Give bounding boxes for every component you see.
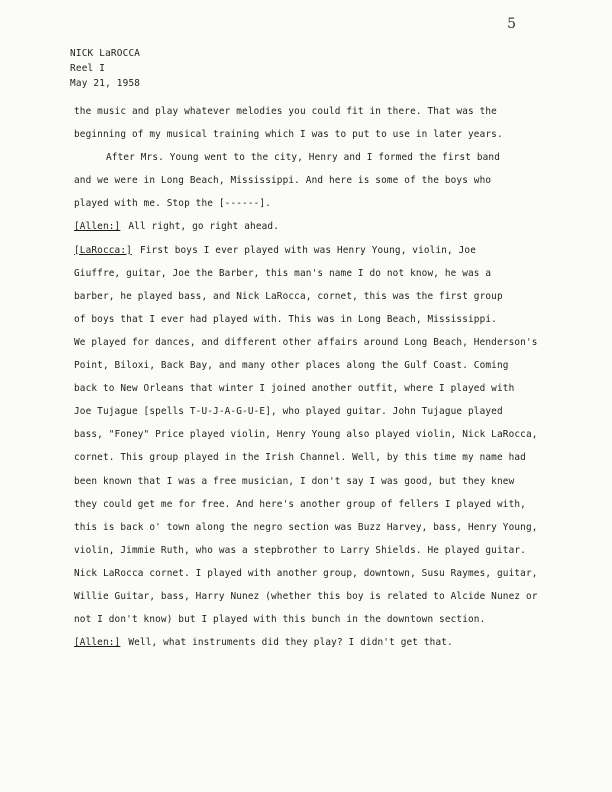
line-text: We played for dances, and different other affairs around Long Beach, Henderson's: [74, 336, 538, 348]
transcript-line: [74, 152, 594, 175]
transcript-line: [74, 568, 594, 591]
line-text: Willie Guitar, bass, Harry Nunez (whether this boy is related to Alcide Nunez or: [74, 590, 538, 602]
transcript-line: [74, 198, 594, 221]
line-text: After Mrs. Young went to the city, Henry and I formed the first band: [106, 152, 501, 164]
page-number: 5: [507, 16, 516, 32]
line-text: back to New Orleans that winter I joined another outfit, where I played with: [74, 383, 515, 395]
line-text: not I don't know) but I played with this bunch in the downtown section.: [74, 614, 486, 626]
speaker-label: [Allen:]: [74, 637, 121, 649]
line-text: beginning of my musical training which I was to put to use in later years.: [74, 129, 503, 141]
transcript-line: [74, 268, 594, 291]
speaker-label: [LaRocca:]: [74, 244, 132, 256]
line-text: First boys I ever played with was Henry Young, violin, Joe: [139, 244, 477, 256]
transcript-line: [74, 314, 594, 337]
line-text: played with me. Stop the [------].: [74, 198, 272, 210]
line-text: Well, what instruments did they play? I didn't get that.: [128, 637, 453, 649]
interviewee-name: NICK LaROCCA: [70, 48, 141, 59]
transcript-line: [74, 175, 594, 198]
transcript-line: [74, 614, 594, 637]
line-text: they could get me for free. And here's another group of fellers I played with,: [74, 498, 526, 510]
line-text: been known that I was a free musician, I don't say I was good, but they knew: [74, 475, 515, 487]
line-text: barber, he played bass, and Nick LaRocca, cornet, this was the first group: [74, 290, 503, 302]
transcript-line: [74, 245, 594, 268]
transcript-line: [74, 452, 594, 475]
line-text: and we were in Long Beach, Mississippi. And here is some of the boys who: [74, 175, 492, 187]
transcript-line: [74, 360, 594, 383]
line-text: bass, "Foney" Price played violin, Henry Young also played violin, Nick LaRocca,: [74, 429, 538, 441]
line-text: Nick LaRocca cornet. I played with another group, downtown, Susu Raymes, guitar,: [74, 567, 538, 579]
interview-date: May 21, 1958: [70, 78, 141, 89]
transcript-line: [74, 591, 594, 614]
transcript-line: [74, 476, 594, 499]
transcript-body: [74, 106, 594, 660]
line-text: of boys that I ever had played with. This was in Long Beach, Mississippi.: [74, 313, 497, 325]
transcript-line: [74, 637, 594, 660]
line-text: Joe Tujague [spells T-U-J-A-G-U-E], who played guitar. John Tujague played: [74, 406, 503, 418]
transcript-line: [74, 545, 594, 568]
line-text: Point, Biloxi, Back Bay, and many other places along the Gulf Coast. Coming: [74, 360, 509, 372]
transcript-line: [74, 429, 594, 452]
transcript-line: [74, 221, 594, 244]
reel-label: Reel I: [70, 63, 106, 74]
line-text: the music and play whatever melodies you could fit in there. That was the: [74, 106, 497, 117]
speaker-label: [Allen:]: [74, 221, 121, 233]
transcript-line: [74, 337, 594, 360]
transcript-line: [74, 406, 594, 429]
transcript-line: [74, 522, 594, 545]
line-text: Giuffre, guitar, Joe the Barber, this man's name I do not know, he was a: [74, 267, 492, 279]
line-text: cornet. This group played in the Irish Channel. Well, by this time my name had: [74, 452, 526, 464]
transcript-line: [74, 291, 594, 314]
transcript-line: [74, 499, 594, 522]
line-text: violin, Jimmie Ruth, who was a stepbrother to Larry Shields. He played guitar.: [74, 544, 526, 556]
transcript-line: [74, 106, 594, 129]
line-text: this is back o' town along the negro section was Buzz Harvey, bass, Henry Young,: [74, 521, 538, 533]
transcript-line: [74, 129, 594, 152]
line-text: All right, go right ahead.: [128, 221, 280, 233]
transcript-line: [74, 383, 594, 406]
document-header: [70, 46, 140, 91]
